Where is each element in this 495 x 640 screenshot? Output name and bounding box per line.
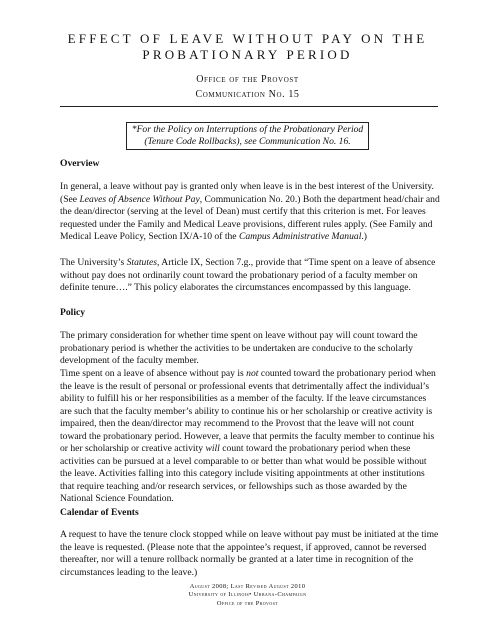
calendar-paragraph-1: A request to have the tenure clock stopped while on leave without pay must be initiated at the time the leave is requested. (Please note that the appointee’s request, if approved, cannot be reversed thereafter, nor will a tenure rollback normally be granted at a later time in recognition of the circumstances leading to the leave.)	[60, 529, 439, 578]
overview-paragraph-1: In general, a leave without pay is granted only when leave is in the best interest of the University. (See Leaves of Absence Without Pay, Communication No. 20.) Both the department head/chair and the dean/director (serving at the level of Dean) must certify that this criterion is met. For leaves requested under the Family and Medical Leave provisions, different rules apply. (See Family and Medical Leave Policy, Section IX/A-10 of the Campus Administrative Manual.)	[60, 181, 440, 242]
document-title-line-1: EFFECT OF LEAVE WITHOUT PAY ON THE	[67, 31, 428, 46]
footer-revision-date: August 2008; Last Revised August 2010	[189, 583, 306, 590]
document-title-line-2: PROBATIONARY PERIOD	[142, 47, 353, 62]
footer-university: University of Illinois• Urbana-Champaign	[188, 591, 307, 598]
communication-number: Communication No. 15	[195, 89, 300, 100]
policy-note-line-1: *For the Policy on Interruptions of the Probationary Period	[131, 124, 364, 135]
policy-paragraph-1: The primary consideration for whether time spent on leave without pay will count toward the probationary period is whether the activities to be undertaken are conducive to the scholarly development of the faculty member.	[60, 330, 418, 366]
office-label: Office of the Provost	[196, 74, 299, 85]
overview-heading: Overview	[60, 158, 100, 169]
policy-heading: Policy	[60, 307, 86, 318]
footer-office: Office of the Provost	[216, 600, 279, 607]
calendar-heading: Calendar of Events	[60, 507, 139, 518]
header-divider	[60, 106, 438, 107]
policy-note-line-2: (Tenure Code Rollbacks), see Communication No. 16.	[144, 136, 351, 147]
policy-note-box	[126, 122, 369, 150]
policy-paragraph-2: Time spent on a leave of absence without pay is not counted toward the probationary period when the leave is the result of personal or professional events that detrimentally affect the individual’s ability to fulfill his or her responsibilities as a member of the faculty. If the leave circumstances are such that the faculty member’s ability to continue his or her scholarship or creative activity is impaired, then the dean/director may recommend to the Provost that the leave will not count toward the probationary period. However, a leave that permits the faculty member to continue his or her scholarship or creative activity will count toward the probationary period when these activities can be pursued at a level comparable to or better than what would be possible without the leave. Activities falling into this category include visiting appointments at other institutions that require teaching and/or research services, or fellowships such as those awarded by the National Science Foundation.	[60, 368, 436, 504]
overview-paragraph-2: The University’s Statutes, Article IX, Section 7.g., provide that “Time spent on a leave of absence without pay does not ordinarily count toward the probationary period of a faculty member on definite tenure….” This policy elaborates the circumstances encompassed by this language.	[60, 257, 436, 293]
